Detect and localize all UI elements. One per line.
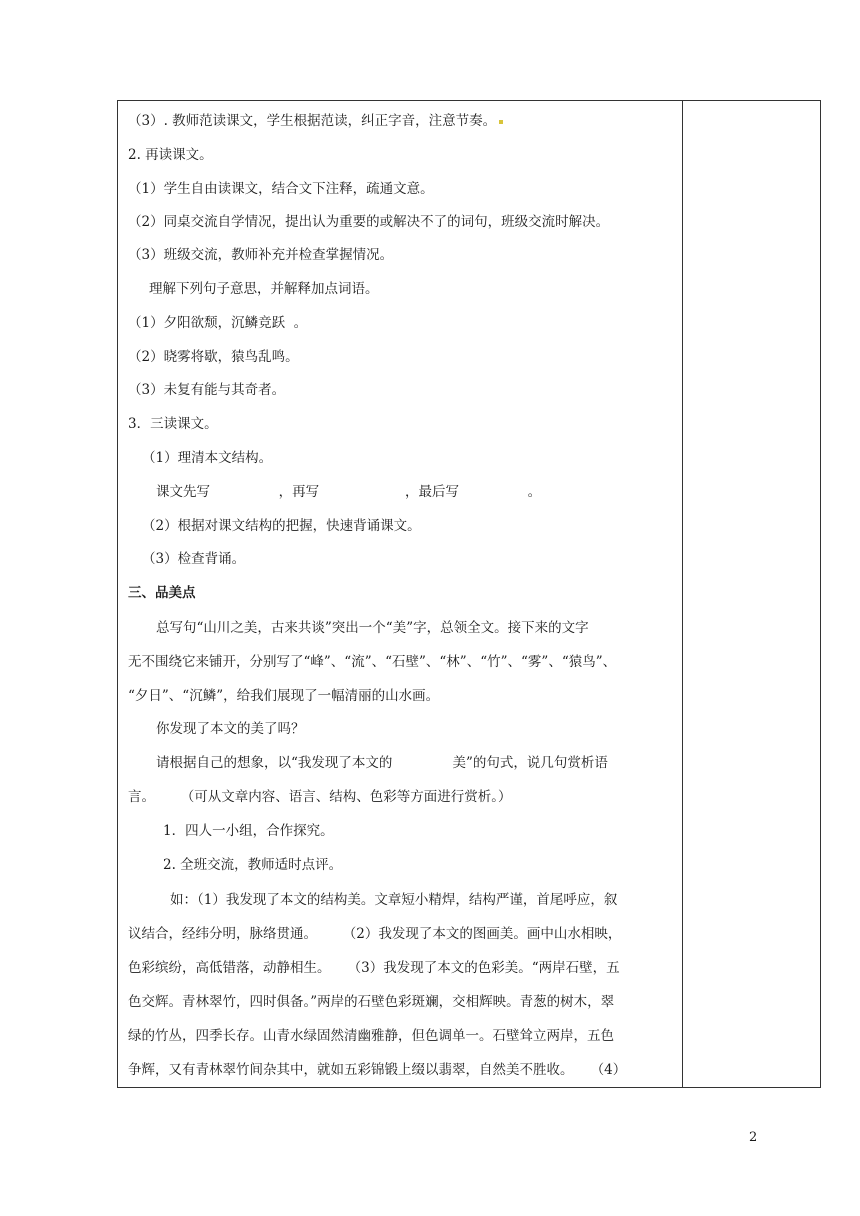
text-line: 总写句“山川之美，古来共谈”突出一个“美”字，总领全文。接下来的文字	[156, 620, 589, 636]
text-line: （3）班级交流，教师补充并检查掌握情况。	[128, 247, 394, 263]
text-line: 绿的竹丛，四季长存。山青水绿固然清幽雅静，但色调单一。石壁耸立两岸，五色	[128, 1028, 614, 1044]
text-line: 你发现了本文的美了吗？	[156, 721, 305, 737]
text-line: （1）夕阳欲颓，沉鳞竞跃 。	[128, 315, 308, 331]
text-line: 理解下列句子意思，并解释加点词语。	[149, 281, 379, 297]
text-line: （3）. 教师范读课文，学生根据范读，纠正字音，注意节奏。	[128, 112, 503, 130]
text-line: 无不围绕它来铺开，分别写了“峰”、“流”、“石壁”、“林”、“竹”、“雾”、“猿鸟”、	[128, 654, 617, 670]
text-line: （1）理清本文结构。	[142, 450, 273, 466]
text-line: 色交辉。青林翠竹，四时俱备。”两岸的石壁色彩斑斓，交相辉映。青葱的树木，翠	[128, 994, 615, 1010]
text-line: 如：（1）我发现了本文的结构美。文章短小精焊，结构严谨，首尾呼应，叙	[170, 892, 618, 908]
text-line: 2. 全班交流，教师适时点评。	[163, 857, 343, 873]
text-line: 色彩缤纷，高低错落，动静相生。 （3）我发现了本文的色彩美。“两岸石壁，五	[128, 960, 620, 976]
text-line: 3．三读课文。	[128, 416, 218, 432]
text-line: （2）晓雾将歇，猿鸟乱鸣。	[128, 349, 299, 365]
text-line: （2）同桌交流自学情况，提出认为重要的或解决不了的词句，班级交流时解决。	[128, 214, 610, 230]
text-line: 课文先写 ，再写 ，最后写 。	[156, 484, 542, 500]
text-line: “夕日”、“沉鳞”，给我们展现了一幅清丽的山水画。	[128, 688, 440, 704]
text-line: （1）学生自由读课文，结合文下注释，疏通文意。	[128, 181, 434, 197]
text-line: （3）检查背诵。	[142, 551, 246, 567]
notes-table-cell	[683, 100, 821, 1088]
text-line: 2. 再读课文。	[128, 147, 213, 163]
text-line: 争辉，又有青林翠竹间杂其中，就如五彩锦锻上缀以翡翠，自然美不胜收。 （4）	[128, 1062, 627, 1078]
text-line: （2）根据对课文结构的把握，快速背诵课文。	[142, 518, 421, 534]
text-line: 言。 （可从文章内容、语言、结构、色彩等方面进行赏析。）	[128, 789, 512, 805]
marker-dot	[499, 120, 503, 124]
text-line: 1．四人一小组，合作探究。	[163, 823, 334, 839]
text-line: 请根据自己的想象，以“我发现了本文的 美”的句式，说几句赏析语	[156, 755, 608, 771]
text-line: 议结合，经纬分明，脉络贯通。 （2）我发现了本文的图画美。画中山水相映，	[128, 926, 622, 942]
page-number: 2	[749, 1130, 758, 1145]
text-line: （3）未复有能与其奇者。	[128, 382, 286, 398]
text-line: 三、品美点	[128, 585, 196, 601]
